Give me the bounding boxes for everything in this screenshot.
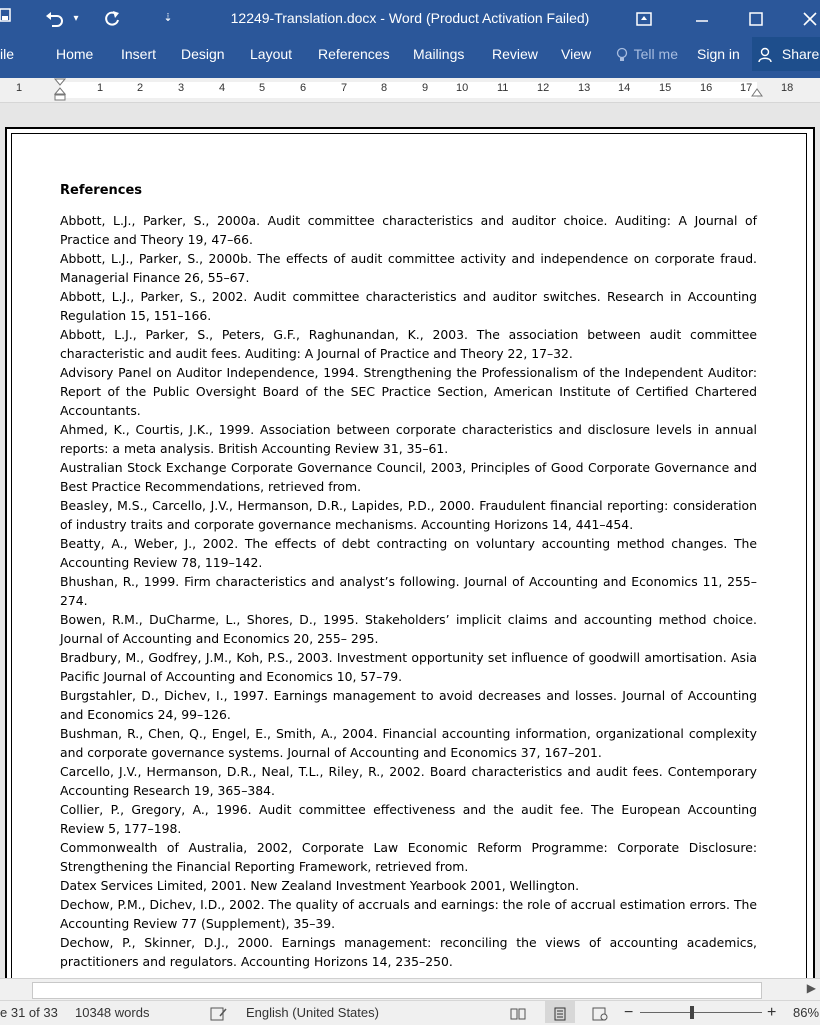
reference-entry: Abbott, L.J., Parker, S., 2000b. The effects of audit committee activity and independence on corporate fraud. Managerial Finance 26, 55–67. (60, 251, 757, 285)
share-label: Share (781, 46, 820, 62)
word-count[interactable]: 10348 words (75, 1005, 150, 1020)
tab-review[interactable]: Review (492, 46, 538, 62)
ruler-mark: 10 (456, 82, 469, 94)
reference-entry: Bhushan, R., 1999. Firm characteristics and analyst’s following. Journal of Accounting and Economics 11, 255–274. (60, 574, 757, 608)
zoom-slider-thumb[interactable] (690, 1006, 694, 1019)
document-canvas[interactable] (0, 103, 820, 978)
tell-me-box[interactable] (616, 37, 678, 71)
reference-entry: Dechow, P., Skinner, D.J., 2000. Earnings management: reconciling the views of accounting academics, practitioners and regulators. Accounting Horizons 14, 235–250. (60, 935, 757, 969)
ruler-mark: 17 (740, 82, 753, 94)
reference-entry: Collier, P., Gregory, A., 1996. Audit committee effectiveness and the audit fee. The European Accounting Review 5, 177–198. (60, 802, 757, 836)
ruler-text-area (60, 82, 757, 98)
references-heading: References (60, 183, 143, 198)
share-button[interactable] (752, 37, 820, 71)
window-title: 12249-Translation.docx - Word (Product Activation Failed) (230, 10, 590, 26)
reference-entry: Abbott, L.J., Parker, S., 2002. Audit committee characteristics and auditor switches. Research in Accounting Regulation 15, 151–166. (60, 289, 757, 323)
tab-layout[interactable]: Layout (250, 46, 293, 62)
read-mode-icon[interactable] (510, 1001, 526, 1025)
ruler-mark: 8 (381, 82, 388, 94)
tab-references[interactable]: References (318, 46, 390, 62)
horizontal-ruler[interactable] (0, 78, 820, 103)
horizontal-scrollbar[interactable] (0, 978, 820, 1001)
tab-view[interactable]: View (561, 46, 592, 62)
scroll-right-icon[interactable]: ▶ (806, 981, 816, 995)
ruler-mark: 11 (497, 82, 509, 94)
ribbon-collapsed-band (0, 71, 820, 78)
reference-entry: Datex Services Limited, 2001. New Zealand Investment Yearbook 2001, Wellington. (60, 878, 580, 893)
ruler-mark: 1 (97, 82, 104, 94)
reference-entry: Commonwealth of Australia, 2002, Corporate Law Economic Reform Programme: Corporate Disclosure: Strengthening the Financial Reporting Framework, retrieved from. (60, 840, 757, 874)
ruler-mark: 12 (537, 82, 550, 94)
customize-qat-icon[interactable]: ⇣ (163, 12, 173, 24)
ruler-mark: 7 (341, 82, 348, 94)
tab-design[interactable]: Design (181, 46, 225, 62)
sign-in-link[interactable]: Sign in (697, 46, 740, 62)
ruler-mark: 16 (700, 82, 713, 94)
tab-home[interactable]: Home (56, 46, 94, 62)
right-indent-marker-icon[interactable] (751, 86, 763, 101)
zoom-in-icon[interactable]: + (767, 1004, 777, 1021)
zoom-out-icon[interactable]: − (624, 1004, 634, 1021)
document-body[interactable] (60, 181, 757, 971)
ruler-mark: 5 (259, 82, 266, 94)
status-bar (0, 1000, 820, 1025)
zoom-slider[interactable] (640, 1012, 762, 1013)
zoom-level[interactable]: 86% (793, 1005, 820, 1020)
ruler-mark: 6 (300, 82, 307, 94)
tell-me-label: Tell me (633, 46, 678, 62)
maximize-icon[interactable] (742, 0, 770, 37)
ruler-mark: 15 (659, 82, 672, 94)
scrollbar-thumb[interactable] (32, 982, 762, 999)
ruler-mark: 1 (16, 82, 23, 94)
reference-entry: Burgstahler, D., Dichev, I., 1997. Earnings management to avoid decreases and losses. Journal of Accounting and Economics 24, 99–126. (60, 688, 757, 722)
reference-entry: Abbott, L.J., Parker, S., 2000a. Audit committee characteristics and auditor choice. Auditing: A Journal of Practice and Theory 19, 47–66. (60, 213, 757, 247)
reference-entry: Ahmed, K., Courtis, J.K., 1999. Association between corporate characteristics and disclosure levels in annual reports: a meta analysis. British Accounting Review 31, 35–61. (60, 422, 757, 456)
print-layout-icon[interactable] (545, 1001, 575, 1023)
language-label[interactable]: English (United States) (246, 1005, 379, 1020)
reference-entry: Bradbury, M., Godfrey, J.M., Koh, P.S., 2003. Investment opportunity set influence of goodwill amortisation. Asia Pacific Journal of Accounting and Economics 10, 57–79. (60, 650, 757, 684)
minimize-icon[interactable] (688, 0, 716, 37)
close-icon[interactable] (800, 0, 820, 37)
reference-entry: Advisory Panel on Auditor Independence, 1994. Strengthening the Professionalism of the Independent Auditor: Report of the Public Oversight Board of the SEC Practice Section, American Institute of Certified Chartered Accountants. (60, 365, 757, 418)
title-bar (0, 0, 820, 37)
reference-entry: Dechow, P.M., Dichev, I.D., 2002. The quality of accruals and earnings: the role of accrual estimation errors. The Accounting Review 77 (Supplement), 35–39. (60, 897, 757, 931)
ribbon-display-options-icon[interactable] (630, 0, 658, 37)
page-count[interactable]: e 31 of 33 (0, 1005, 58, 1020)
person-icon (758, 37, 778, 71)
reference-entry: Bushman, R., Chen, Q., Engel, E., Smith, A., 2004. Financial accounting information, organizational complexity and corporate governance systems. Journal of Accounting and Economics 37, 167–201. (60, 726, 757, 760)
ruler-mark: 3 (178, 82, 185, 94)
web-layout-icon[interactable] (592, 1001, 608, 1025)
reference-entry: Beasley, M.S., Carcello, J.V., Hermanson, D.R., Lapides, P.D., 2000. Fraudulent financial reporting: consideration of industry traits and corporate governance mechanisms. Accounting Horizons 14, 441–454. (60, 498, 757, 532)
left-indent-marker-icon[interactable] (54, 78, 66, 105)
tab-mailings[interactable]: Mailings (413, 46, 465, 62)
ruler-mark: 9 (422, 82, 429, 94)
tab-file[interactable]: ile (0, 46, 15, 62)
tab-insert[interactable]: Insert (121, 46, 157, 62)
ribbon-tabs (0, 37, 820, 71)
ruler-mark: 4 (219, 82, 226, 94)
reference-entry: Bowen, R.M., DuCharme, L., Shores, D., 1995. Stakeholders’ implicit claims and accounting method choice. Journal of Accounting and Economics 20, 255– 295. (60, 612, 757, 646)
reference-entry: Australian Stock Exchange Corporate Governance Council, 2003, Principles of Good Corporate Governance and Best Practice Recommendations, retrieved from. (60, 460, 757, 494)
ruler-mark: 13 (578, 82, 591, 94)
reference-entry: Carcello, J.V., Hermanson, D.R., Neal, T.L., Riley, R., 2002. Board characteristics and audit fees. Contemporary Accounting Research 19, 365–384. (60, 764, 757, 798)
ruler-mark: 18 (781, 82, 794, 94)
undo-dropdown-icon[interactable]: ▾ (73, 13, 79, 24)
ruler-mark: 2 (137, 82, 144, 94)
lightbulb-icon (616, 37, 630, 71)
reference-entry: Abbott, L.J., Parker, S., Peters, G.F., Raghunandan, K., 2003. The association between audit committee characteristic and audit fees. Auditing: A Journal of Practice and Theory 22, 17–32. (60, 327, 757, 361)
ruler-mark: 14 (618, 82, 631, 94)
reference-entry: Beatty, A., Weber, J., 2002. The effects of debt contracting on voluntary accounting method changes. The Accounting Review 78, 119–142. (60, 536, 757, 570)
proofing-icon[interactable] (210, 1001, 228, 1025)
